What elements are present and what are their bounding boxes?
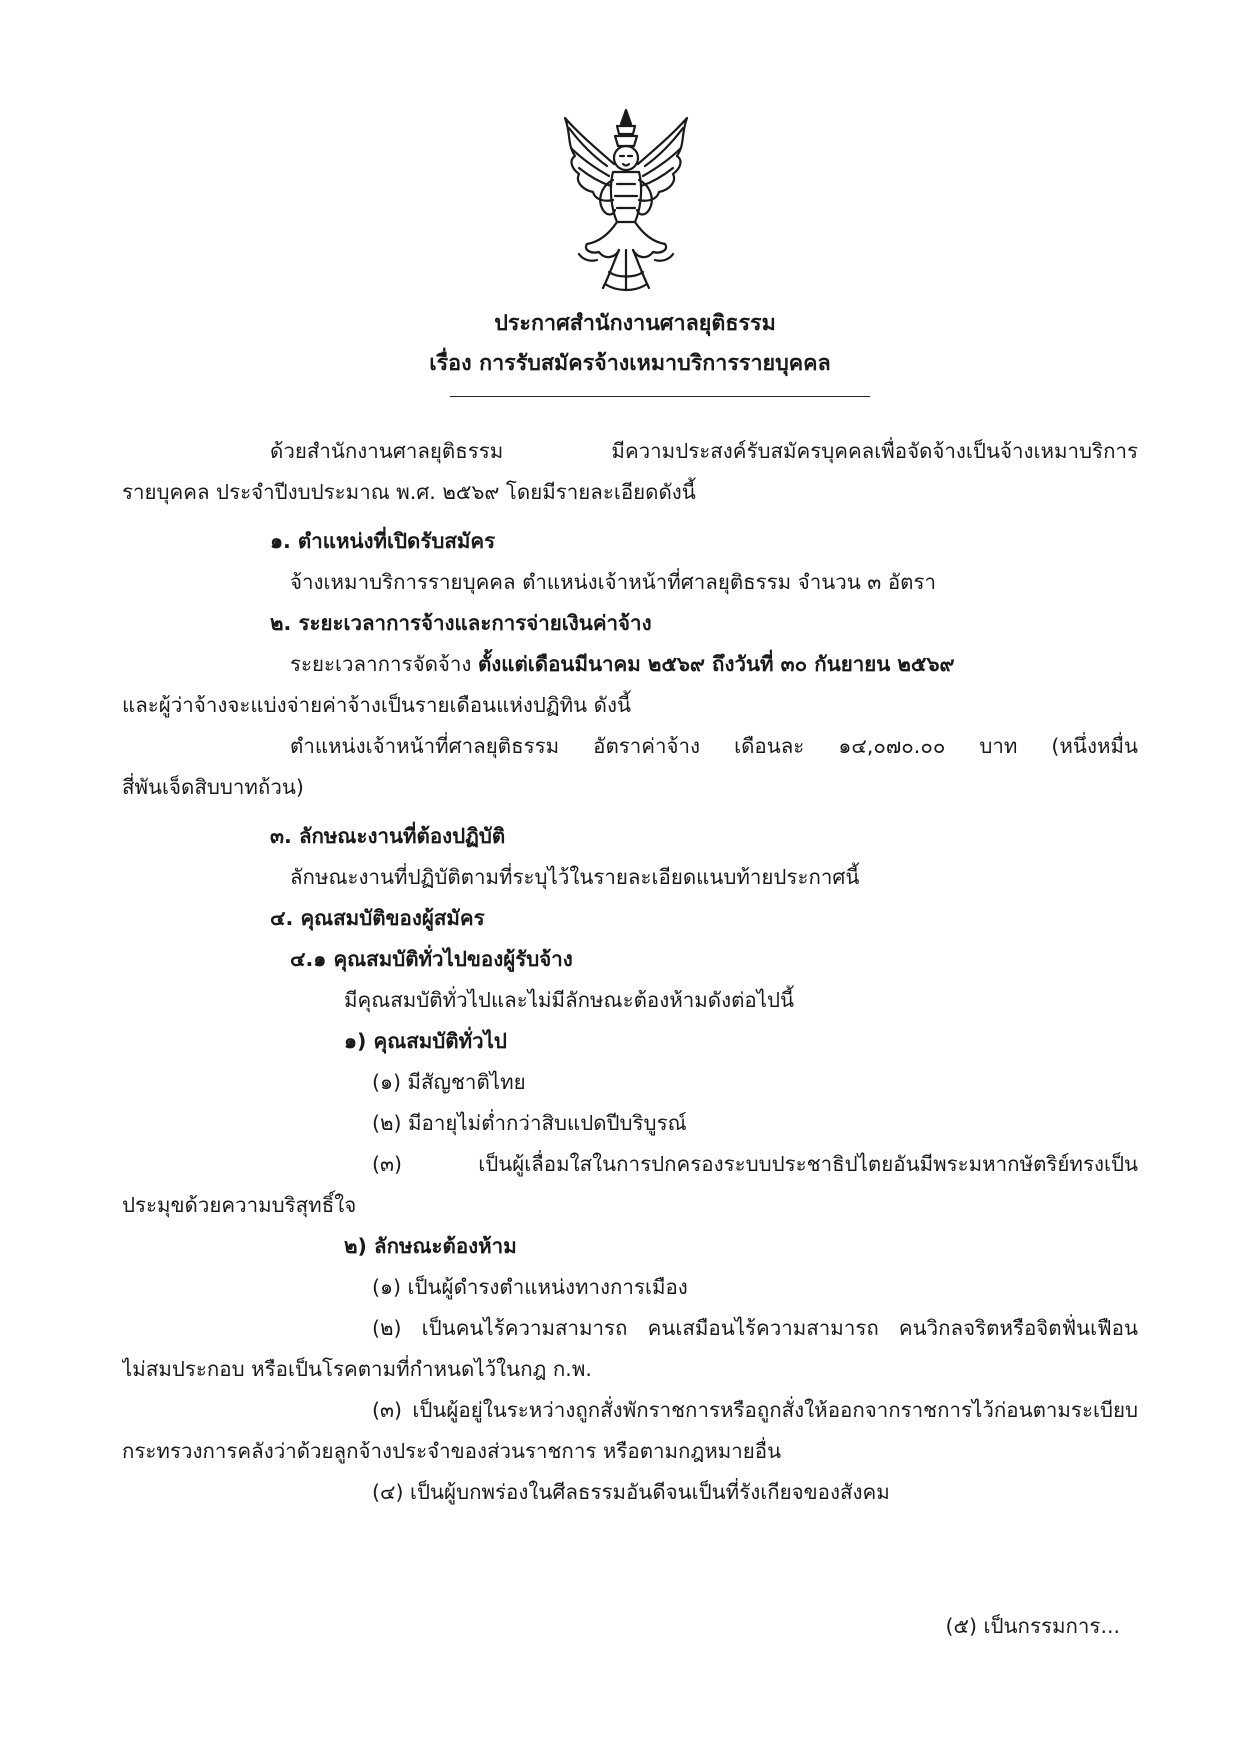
announcement-body [122, 433, 1138, 1515]
page-title: ประกาศสำนักงานศาลยุติธรรม [494, 311, 776, 336]
list-item: (๑) เป็นผู้ดำรงตำแหน่งทางการเมือง [372, 1275, 688, 1299]
wage-line: ตำแหน่งเจ้าหน้าที่ศาลยุติธรรม อัตราค่าจ้าง เดือนละ ๑๔,๐๗๐.๐๐ บาท (หนึ่งหมื่น [290, 734, 1138, 758]
section-heading: ๔. คุณสมบัติของผู้สมัคร [270, 906, 485, 930]
section-heading: ๒. ระยะเวลาการจ้างและการจ่ายเงินค่าจ้าง [270, 611, 652, 635]
list-item: (๒) เป็นคนไร้ความสามารถ คนเสมือนไร้ความสามารถ คนวิกลจริตหรือจิตฟั่นเฟือน [372, 1316, 1138, 1340]
period-dates: ตั้งแต่เดือนมีนาคม ๒๕๖๙ ถึงวันที่ ๓๐ กันยายน ๒๕๖๙ [477, 652, 955, 676]
title-block [0, 304, 1240, 384]
section-text: ลักษณะงานที่ปฏิบัติตามที่ระบุไว้ในรายละเอียดแนบท้ายประกาศนี้ [290, 865, 860, 889]
wage-line: สี่พันเจ็ดสิบบาทถ้วน) [122, 775, 304, 799]
garuda-emblem-icon [557, 104, 695, 294]
subsection-heading: ๔.๑ คุณสมบัติทั่วไปของผู้รับจ้าง [290, 947, 573, 971]
list-item-cont: ประมุขด้วยความบริสุทธิ์ใจ [122, 1193, 357, 1217]
list-heading: ๑) คุณสมบัติทั่วไป [344, 1029, 507, 1053]
title-divider [450, 396, 870, 397]
section-text: จ้างเหมาบริการรายบุคคล ตำแหน่งเจ้าหน้าที่ศาลยุติธรรม จำนวน ๓ อัตรา [290, 570, 936, 594]
section-heading: ๓. ลักษณะงานที่ต้องปฏิบัติ [270, 824, 506, 848]
list-item-cont: กระทรวงการคลังว่าด้วยลูกจ้างประจำของส่วนราชการ หรือตามกฎหมายอื่น [122, 1439, 782, 1463]
list-item: (๔) เป็นผู้บกพร่องในศีลธรรมอันดีจนเป็นที่รังเกียจของสังคม [372, 1480, 890, 1504]
page-subject: เรื่อง การรับสมัครจ้างเหมาบริการรายบุคคล [429, 351, 831, 376]
section-heading: ๑. ตำแหน่งที่เปิดรับสมัคร [270, 529, 496, 553]
list-item: (๑) มีสัญชาติไทย [372, 1070, 526, 1094]
list-item: (๓) เป็นผู้เลื่อมใสในการปกครองระบบประชาธิปไตยอันมีพระมหากษัตริย์ทรงเป็น [372, 1152, 1138, 1176]
period-prefix: ระยะเวลาการจัดจ้าง [290, 652, 478, 676]
list-item: (๒) มีอายุไม่ต่ำกว่าสิบแปดปีบริบูรณ์ [372, 1111, 687, 1135]
list-heading: ๒) ลักษณะต้องห้าม [344, 1234, 517, 1258]
section-text: และผู้ว่าจ้างจะแบ่งจ่ายค่าจ้างเป็นรายเดือนแห่งปฏิทิน ดังนี้ [122, 693, 632, 717]
page-continuation: (๕) เป็นกรรมการ... [945, 1614, 1120, 1638]
list-item-cont: ไม่สมประกอบ หรือเป็นโรคตามที่กำหนดไว้ในกฎ ก.พ. [122, 1357, 592, 1381]
subsection-intro: มีคุณสมบัติทั่วไปและไม่มีลักษณะต้องห้ามดังต่อไปนี้ [344, 988, 795, 1012]
section-text [122, 646, 1138, 687]
intro-line: รายบุคคล ประจำปีงบประมาณ พ.ศ. ๒๕๖๙ โดยมีรายละเอียดดังนี้ [122, 480, 696, 504]
list-item: (๓) เป็นผู้อยู่ในระหว่างถูกสั่งพักราชการหรือถูกสั่งให้ออกจากราชการไว้ก่อนตามระเบียบ [372, 1398, 1138, 1422]
intro-line: ด้วยสำนักงานศาลยุติธรรม มีความประสงค์รับสมัครบุคคลเพื่อจัดจ้างเป็นจ้างเหมาบริการ [270, 439, 1138, 463]
